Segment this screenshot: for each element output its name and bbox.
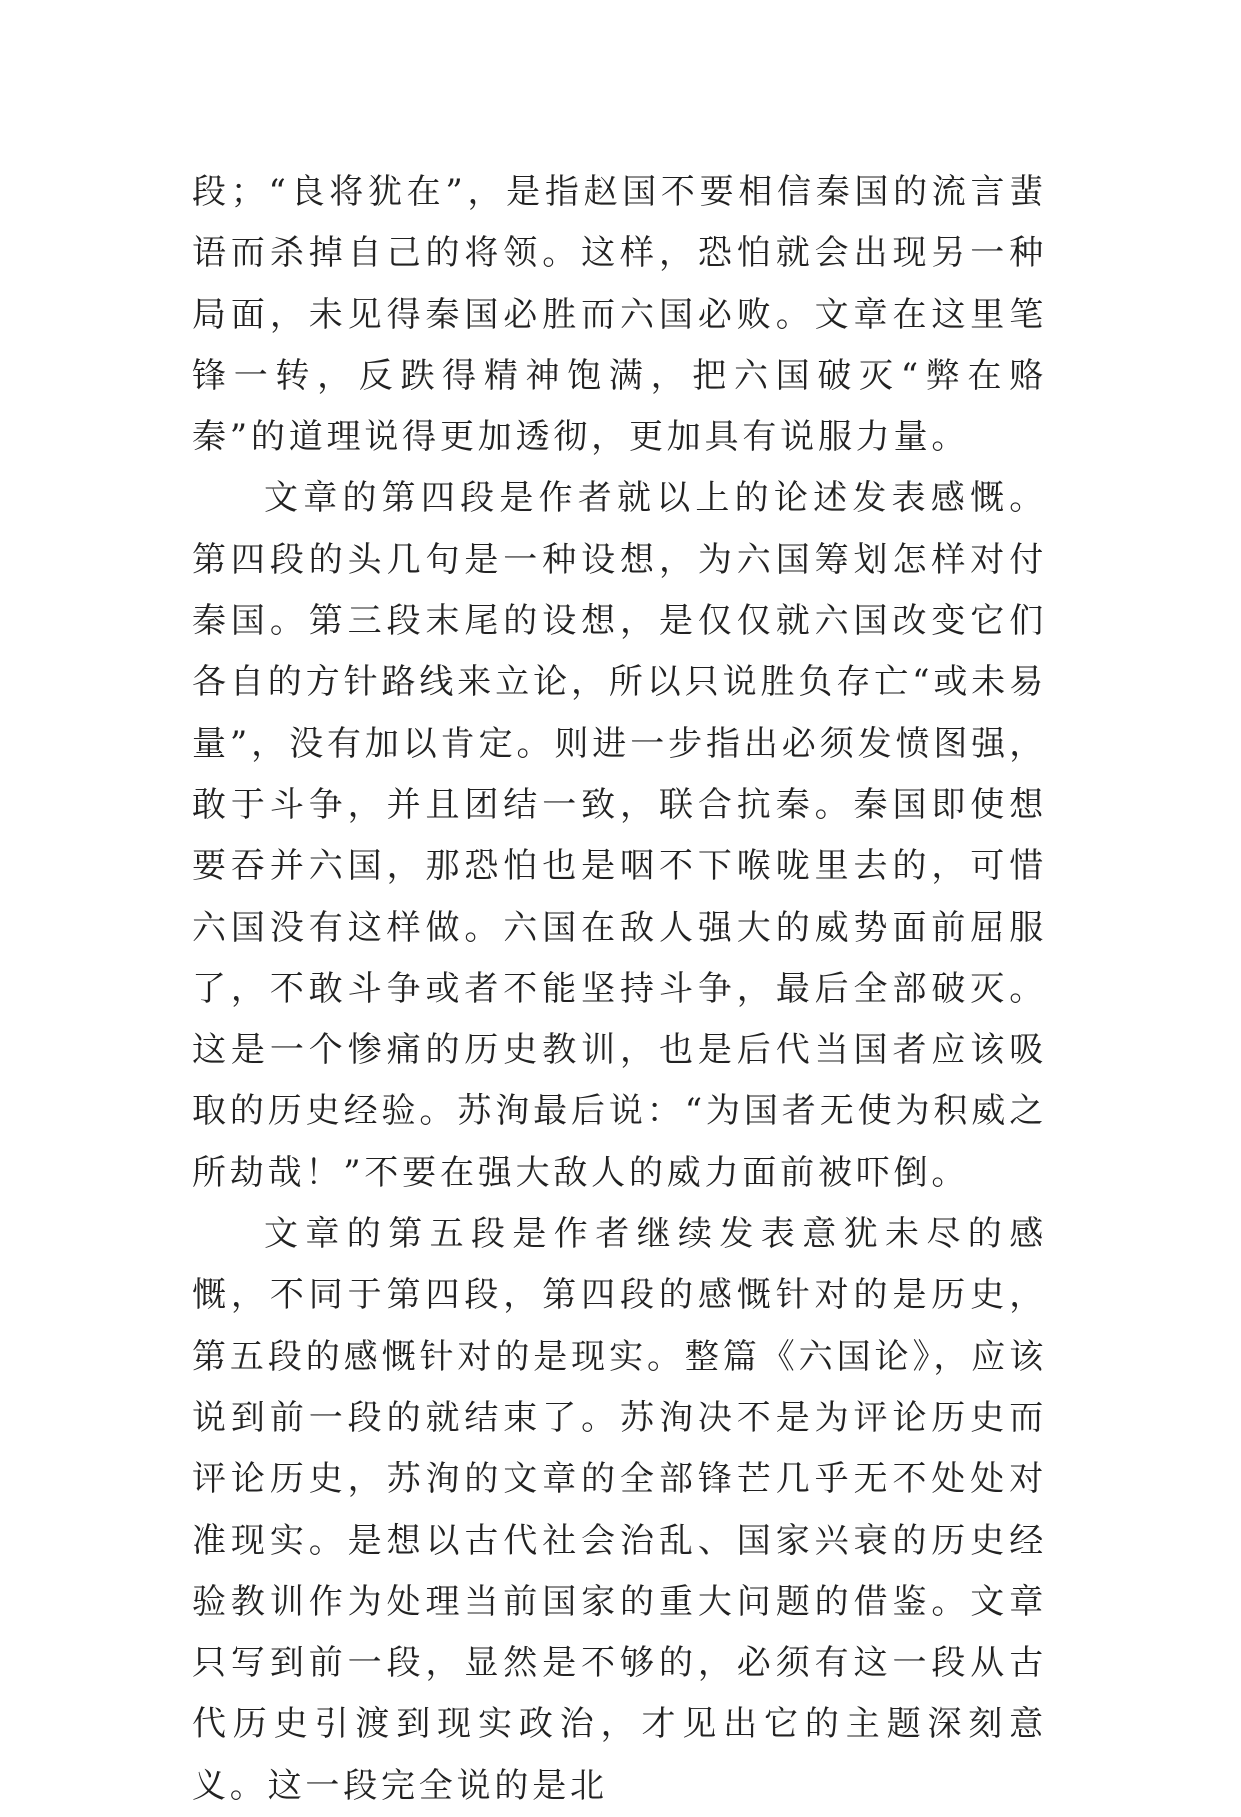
paragraph-fourth-section: 文章的第四段是作者就以上的论述发表感慨。第四段的头几句是一种设想，为六国筹划怎样对付秦国。第三段末尾的设想，是仅仅就六国改变它们各自的方针路线来立论，所以只说胜负存亡“或未易量”，没有加以肯定。则进一步指出必须发愤图强，敢于斗争，并且团结一致，联合抗秦。秦国即使想要吞并六国，那恐怕也是咽不下喉咙里去的，可惜六国没有这样做。六国在敌人强大的威势面前屈服了，不敢斗争或者不能坚持斗争，最后全部破灭。这是一个惨痛的历史教训，也是后代当国者应该吸取的历史经验。苏洵最后说：“为国者无使为积威之所劫哉！”不要在强大敌人的威力面前被吓倒。 bbox=[192, 478, 1047, 1193]
paragraph-fifth-section: 文章的第五段是作者继续发表意犹未尽的感慨，不同于第四段，第四段的感慨针对的是历史，第五段的感慨针对的是现实。整篇《六国论》，应该说到前一段的就结束了。苏洵决不是为评论历史而评论历史，苏洵的文章的全部锋芒几乎无不处处对准现实。是想以古代社会治乱、国家兴衰的历史经验教训作为处理当前国家的重大问题的借鉴。文章只写到前一段，显然是不够的，必须有这一段从古代历史引渡到现实政治，才见出它的主题深刻意义。这一段完全说的是北 bbox=[192, 1214, 1047, 1806]
paragraph-continuation: 段；“良将犹在”，是指赵国不要相信秦国的流言蜚语而杀掉自己的将领。这样，恐怕就会出现另一种局面，未见得秦国必胜而六国必败。文章在这里笔锋一转，反跌得精神饱满，把六国破灭“弊在赂秦”的道理说得更加透彻，更加具有说服力量。 bbox=[192, 172, 1047, 458]
body-text bbox=[192, 162, 1047, 1817]
